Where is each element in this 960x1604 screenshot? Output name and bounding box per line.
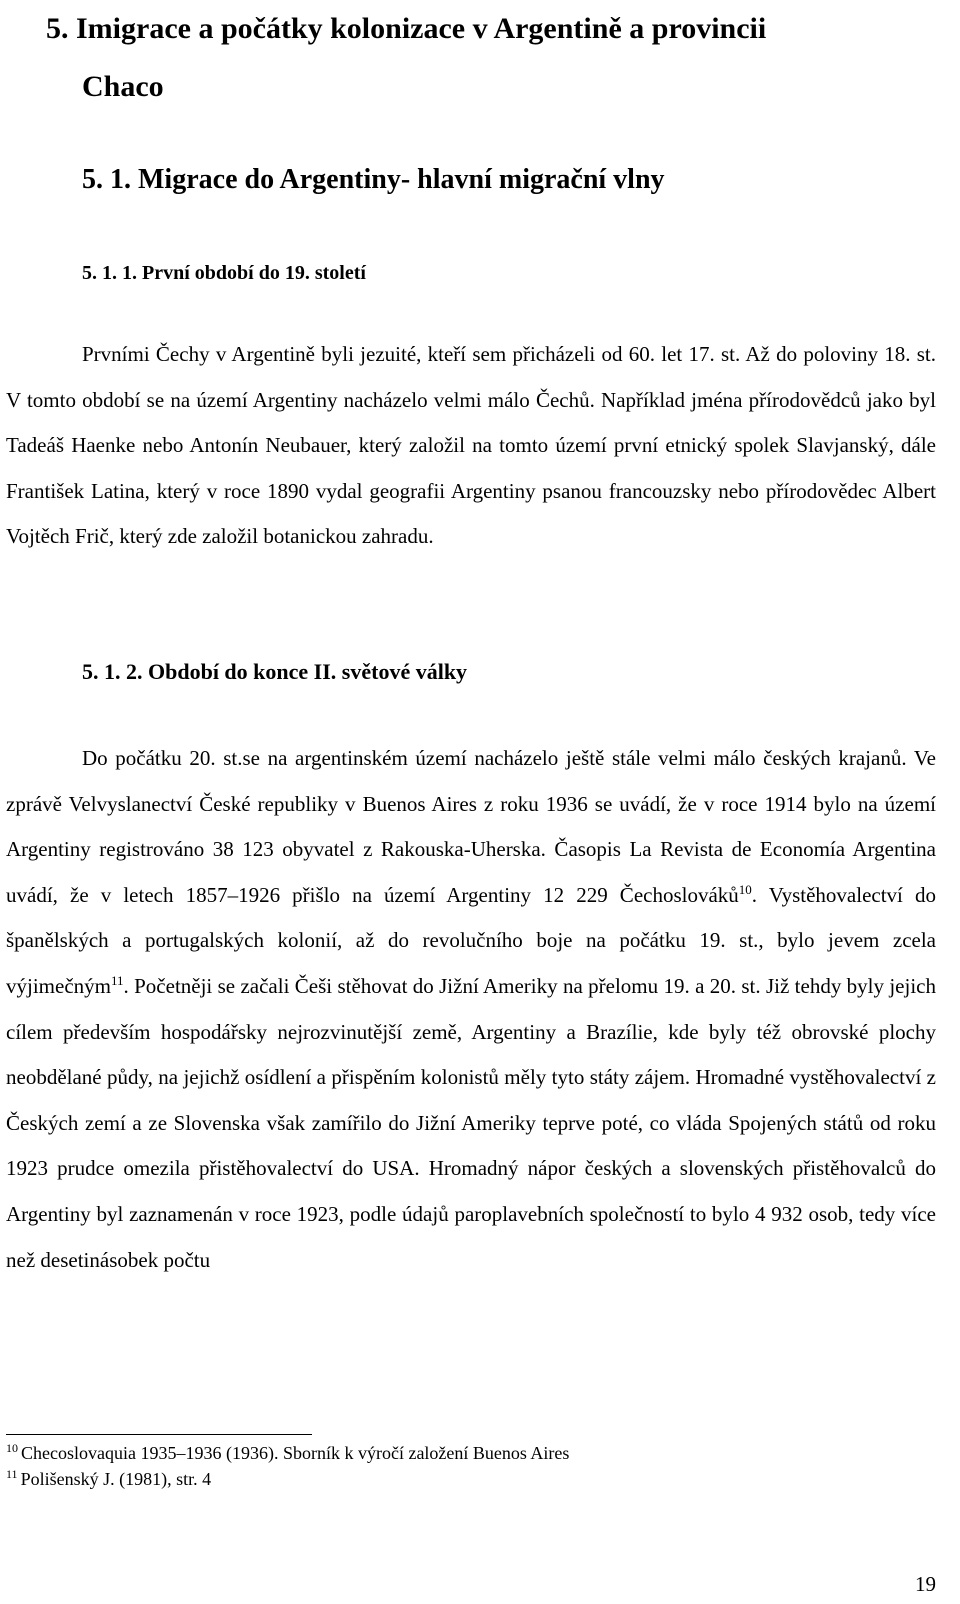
paragraph-2 bbox=[6, 736, 936, 1283]
footnote-number: 11 bbox=[6, 1467, 18, 1481]
chapter-heading-line2: Chaco bbox=[82, 70, 164, 103]
paragraph-2-part-a: Do počátku 20. st.se na argentinském území nacházelo ještě stále velmi málo českých krajanů. Ve zprávě Velvyslanectví České republiky v Buenos Aires z roku 1936 se uvádí, že v roce 1914 bylo na území Argentiny registrováno 38 123 obyvatel z Rakouska-Uherska. Časopis La Revista de Economía Argentina uvádí, že v letech 1857–1926 přišlo na území Argentiny 12 229 Čechoslováků bbox=[6, 746, 936, 907]
footnote-ref-11[interactable]: 11 bbox=[110, 972, 124, 988]
paragraph-1: Prvními Čechy v Argentině byli jezuité, kteří sem přicházeli od 60. let 17. st. Až do poloviny 18. st. V tomto období se na území Argentiny nacházelo velmi málo Čechů. Například jména přírodovědců jako byl Tadeáš Haenke nebo Antonín Neubauer, který založil na tomto území první etnický spolek Slavjanský, dále František Latina, který v roce 1890 vydal geografii Argentiny psanou francouzsky nebo přírodovědec Albert Vojtěch Frič, který zde založil botanickou zahradu. bbox=[6, 342, 936, 549]
footnote-number: 10 bbox=[6, 1441, 18, 1455]
chapter-heading bbox=[46, 0, 946, 116]
section-heading: 5. 1. Migrace do Argentiny- hlavní migrační vlny bbox=[82, 164, 665, 195]
chapter-heading-line1: 5. Imigrace a počátky kolonizace v Argentině a provincii bbox=[46, 12, 767, 45]
paragraph-2-part-b: . Vystěhovalectví do španělských a portugalských kolonií, až do revolučního boje na počátku 19. st., bylo jevem zcela výjimečným bbox=[6, 882, 936, 998]
footnote-text: Checoslovaquia 1935–1936 (1936). Sborník k výročí založení Buenos Aires bbox=[21, 1443, 570, 1463]
paragraph-2-part-c: . Početněji se začali Češi stěhovat do Jižní Ameriky na přelomu 19. a 20. st. Již tehdy byly jejich cílem především hospodářsky nejrozvinutější země, Argentiny a Brazílie, kde byly též obrovské plochy neobdělané půdy, na jejichž osídlení a přispěním kolonistů měly tyto státy zájem. Hromadné vystěhovalectví z Českých zemí a ze Slovenska však zamířilo do Jižní Ameriky teprve poté, co vláda Spojených států od roku 1923 prudce omezila přistěhovalectví do USA. Hromadný nápor českých a slovenských přistěhovalců do Argentiny byl zaznamenán v roce 1923, podle údajů paroplavebních společností to bylo 4 932 osob, tedy více než desetinásobek počtu bbox=[6, 973, 936, 1272]
footnote-10 bbox=[6, 1440, 926, 1466]
subsection-heading-1: 5. 1. 1. První období do 19. století bbox=[82, 262, 366, 284]
footnote-ref-10[interactable]: 10 bbox=[738, 881, 752, 897]
footnote-text: Polišenský J. (1981), str. 4 bbox=[20, 1469, 212, 1489]
footnotes bbox=[6, 1440, 926, 1492]
page-number: 19 bbox=[915, 1572, 936, 1596]
subsection-heading-2: 5. 1. 2. Období do konce II. světové války bbox=[82, 659, 468, 684]
footnote-11 bbox=[6, 1466, 926, 1492]
footnote-divider bbox=[6, 1434, 312, 1435]
